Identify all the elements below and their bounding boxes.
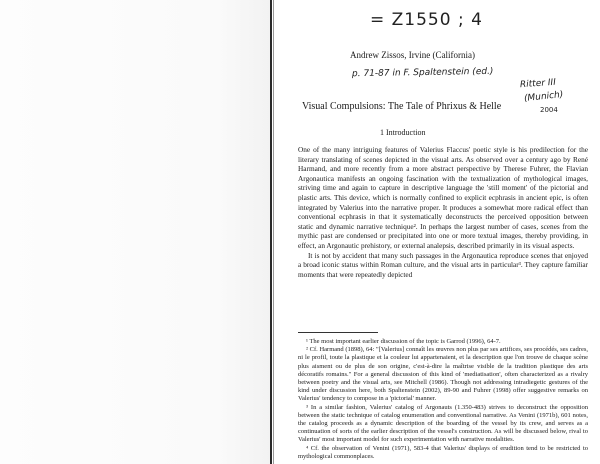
footnote: ⁴ Cf. the observation of Venini (1971), 583-4 that Valerius' displays of erudition tend to be restricted to mythological commonplaces. [298, 444, 588, 460]
handwritten-place-reference: (Munich) [523, 89, 564, 105]
article-title: Visual Compulsions: The Tale of Phrixus & Helle [302, 101, 502, 112]
footnote: ³ In a similar fashion, Valerius' catalog of Argonauts (1.350-483) strives to deconstruct the opposition between the static technique of catalog enumeration and conventional narrative. As Venini (1971b), 601 notes, the catalog proceeds as a dynamic description of the boarding of the vessel by its crew, and serves as a continuation of sorts of the earlier description of the vessel's construction. As will be discussed below, rival to Valerius' most important model for such experimentation with narrative modalities. [298, 403, 588, 444]
scan-blank-left-page [0, 0, 272, 464]
handwritten-catalog-code: = Z1550 ; 4 [370, 10, 483, 30]
footnote: ² Cf. Harmand (1898), 64: "[Valerius] connaît les œuvres non plus par ses artifices, ses procédés, ses cadres, ni le profil, toute la plastique et la couleur lui appartenaient, et la description que l'on trouve de chaque scène plus aisment ou de plus de son origine, c'est-à-dire la maîtrise visible de la tradition plastique des arts décoratifs romains." For a general discussion of this kind of 'mediatisation', often characterized as a rivalry between poetry and the visual arts, see Mitchell (1986). Though not addressing intradiegetic gestures of the kind under discussion here, both Spaltenstein (2002), 89-90 and Fuhrer (1998) offer suggestive remarks on Valerius' tendency to compose in a 'pictorial' manner. [298, 346, 588, 403]
footnote-separator [298, 332, 378, 333]
footnote: ¹ The most important earlier discussion of the topic is Garrod (1996), 64-7. [306, 338, 501, 345]
section-heading: 1 Introduction [380, 128, 426, 137]
article-body [298, 145, 588, 279]
author-line: Andrew Zissos, Irvine (California) [350, 50, 475, 60]
body-paragraph: One of the many intriguing features of Valerius Flaccus' poetic style is his predilection for the literary translating of scenes depicted in the visual arts. As observed over a century ago by René Harmand, and more recently from a more abstract perspective by Therese Fuhrer, the Flavian Argonautica manifests an ongoing fascination with the textualization of mythological images, striving time and again to capture in descriptive language the 'still moment' of the pictorial and plastic arts. This device, which is normally confined to explicit ecphrasis in ancient epic, is often integrated by Valerius into the narrative proper. It produces a somewhat more radical effect than conventional ecphrasis in that it systematically deconstructs the perceived opposition between static and dynamic narrative technique². In perhaps the largest number of cases, scenes from the mythic past are condensed or precipitated into one or more textual images, thereby providing, in effect, an Argonautic prehistory, or external analepsis, described primarily in its visual aspects. [298, 145, 588, 250]
body-paragraph: It is not by accident that many such passages in the Argonautica reproduce scenes that enjoyed a broad iconic status within Roman culture, and the visual arts in particular³. They capture familiar moments that were repeatedly depicted [298, 250, 588, 279]
handwritten-year-reference: 2004 [540, 106, 558, 114]
book-gutter-shadow [273, 0, 274, 464]
handwritten-page-reference: р. 71-87 in F. Spaltenstein (ed.) [351, 66, 494, 80]
footnotes [298, 338, 588, 461]
handwritten-book-reference: Ritter III [519, 77, 557, 91]
book-gutter-line [270, 0, 272, 464]
